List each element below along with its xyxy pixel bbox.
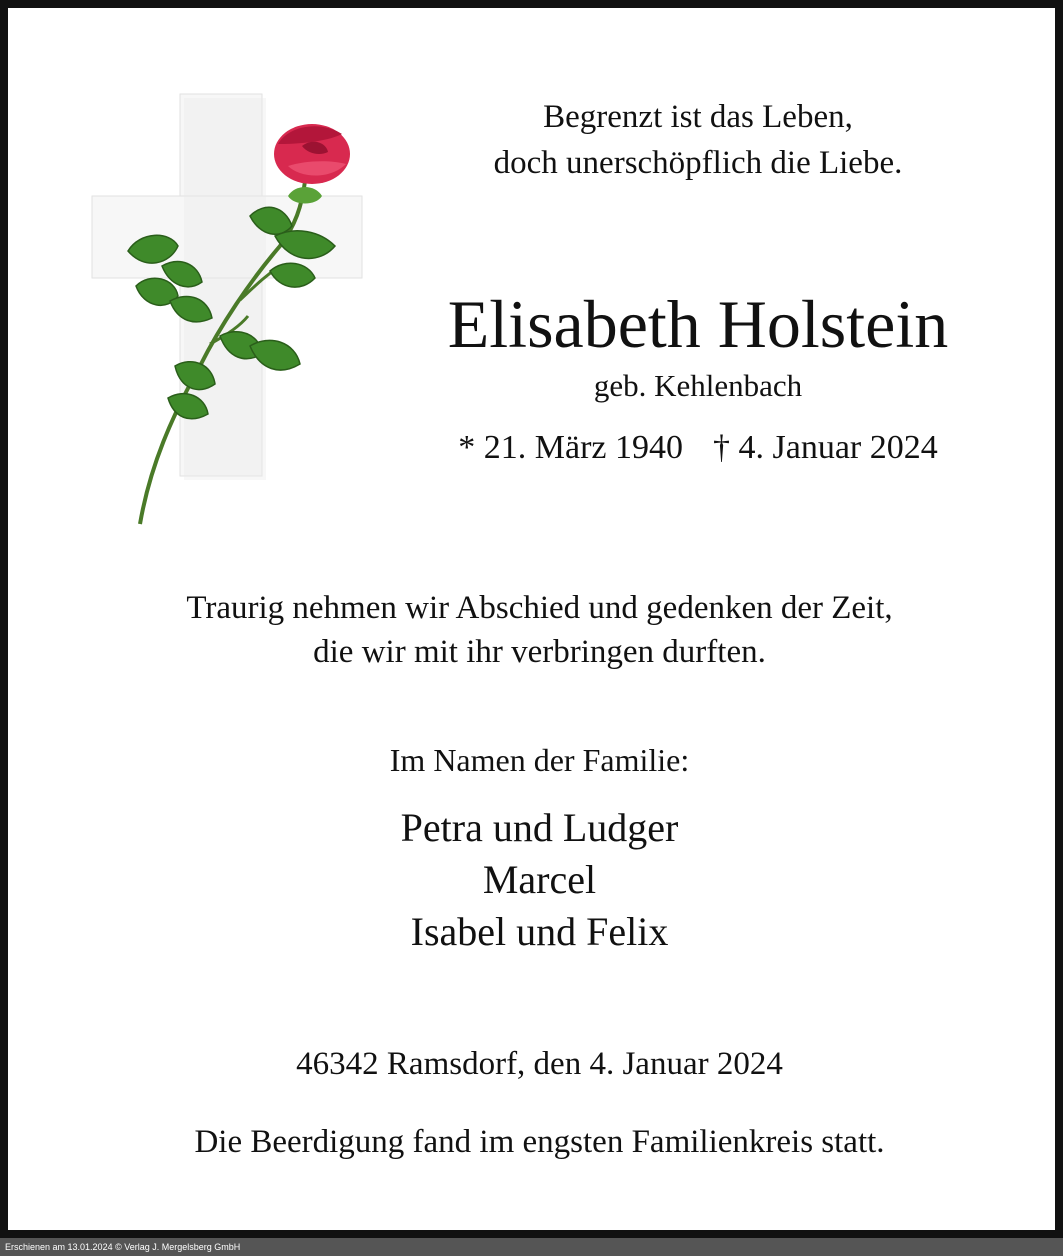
mourning-line-1: Traurig nehmen wir Abschied und gedenken der Zeit, (186, 590, 893, 626)
cross-with-rose-icon (80, 86, 380, 536)
death-date: † 4. Januar 2024 (713, 429, 938, 466)
publication-footer: Erschienen am 13.01.2024 © Verlag J. Mergelsberg GmbH (0, 1238, 1063, 1256)
birth-name: geb. Kehlenbach (593, 368, 803, 403)
motto (418, 94, 978, 186)
motto-line-2: doch unerschöpflich die Liebe. (493, 145, 903, 181)
family-members (48, 802, 1031, 958)
family-member: Isabel und Felix (410, 909, 669, 954)
deceased-name: Elisabeth Holstein (447, 286, 949, 362)
place-and-date: 46342 Ramsdorf, den 4. Januar 2024 (296, 1046, 783, 1082)
mourning-line-2: die wir mit ihr verbringen durften. (313, 634, 766, 670)
birth-date: * 21. März 1940 (458, 429, 683, 466)
funeral-note: Die Beerdigung fand im engsten Familienkreis statt. (194, 1124, 885, 1160)
mourning-text (48, 586, 1031, 674)
family-intro: Im Namen der Familie: (389, 742, 690, 778)
family-member: Petra und Ludger (400, 805, 679, 850)
life-dates (388, 426, 1008, 470)
family-member: Marcel (482, 857, 597, 902)
motto-line-1: Begrenzt ist das Leben, (543, 99, 853, 135)
